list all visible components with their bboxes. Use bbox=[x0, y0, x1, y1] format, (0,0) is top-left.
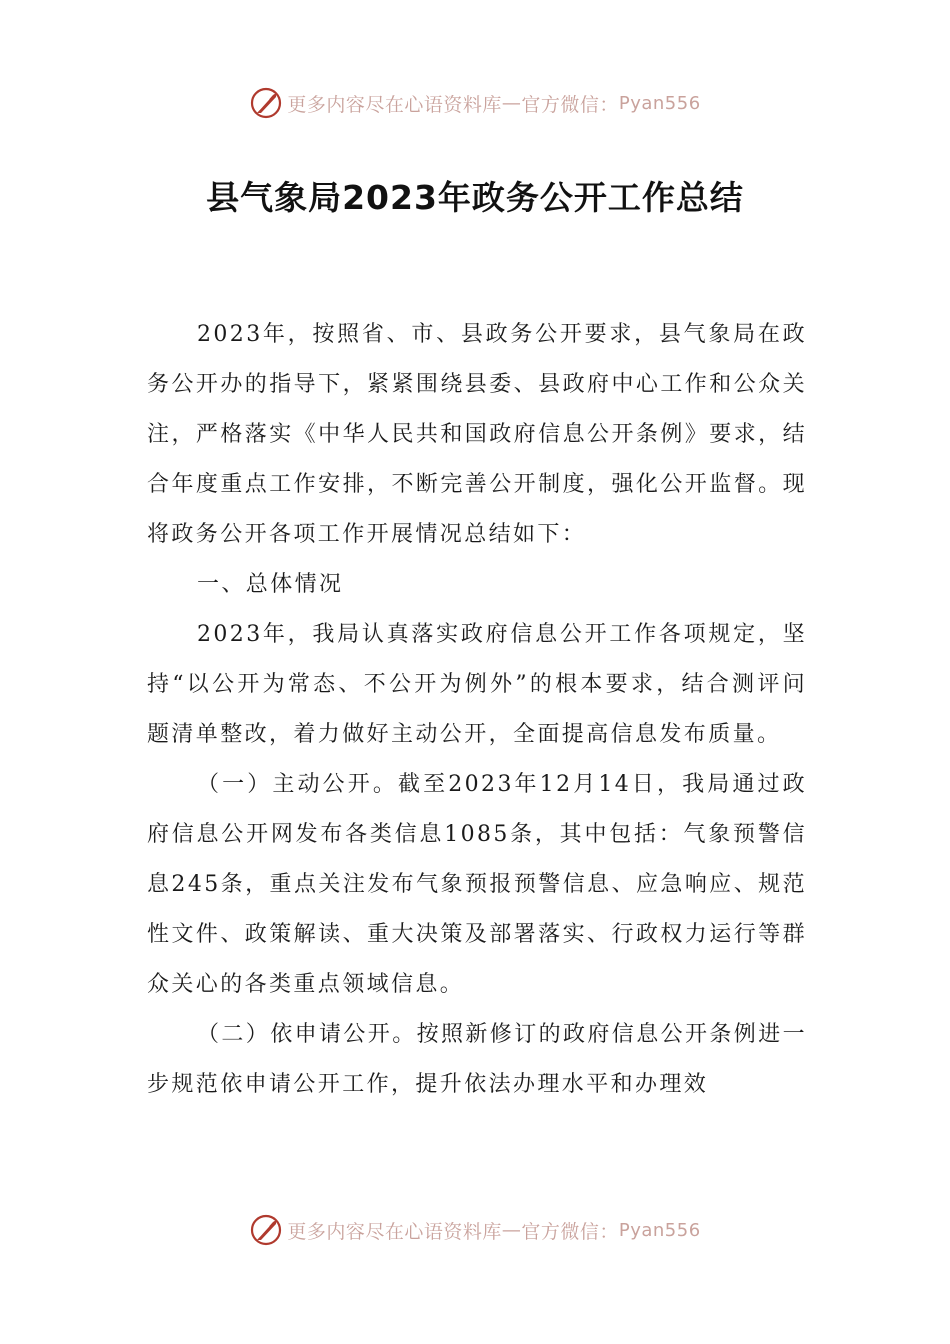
footer-watermark bbox=[0, 1210, 950, 1250]
watermark-label: 官方微信： bbox=[521, 1220, 619, 1243]
section-heading-overview: 一、总体情况 bbox=[197, 572, 344, 597]
watermark-text: 更多内容尽在心语资料库 bbox=[287, 93, 502, 116]
paragraph-intro: 2023年，按照省、市、县政务公开要求，县气象局在政务公开办的指导下，紧紧围绕县委、县政府中心工作和公众关注，严格落实《中华人民共和国政府信息公开条例》要求，结合年度重点工作安排，不断完善公开制度，强化公开监督。现将政务公开各项工作开展情况总结如下： bbox=[147, 322, 807, 547]
watermark-wechat-id: Pyan556 bbox=[618, 1219, 701, 1241]
document-title: 县气象局2023年政务公开工作总结 bbox=[206, 178, 744, 217]
paragraph-request-disclosure: （二）依申请公开。按照新修订的政府信息公开条例进一步规范依申请公开工作，提升依法办理水平和办理效 bbox=[147, 1022, 808, 1097]
paragraph-overview: 2023年，我局认真落实政府信息公开工作各项规定，坚持“以公开为常态、不公开为例外”的根本要求，结合测评问题清单整改，着力做好主动公开，全面提高信息发布质量。 bbox=[147, 622, 807, 747]
watermark-label: 官方微信： bbox=[521, 93, 619, 116]
watermark-dash: — bbox=[501, 1219, 522, 1241]
quill-pen-circle-icon bbox=[249, 86, 283, 120]
paragraph-active-disclosure: （一）主动公开。截至2023年12月14日，我局通过政府信息公开网发布各类信息1085条，其中包括：气象预警信息245条，重点关注发布气象预报预警信息、应急响应、规范性文件、政策解读、重大决策及部署落实、行政权力运行等群众关心的各类重点领域信息。 bbox=[147, 772, 807, 997]
watermark-wechat-id: Pyan556 bbox=[618, 92, 701, 114]
watermark-dash: — bbox=[501, 92, 522, 114]
document-body bbox=[147, 310, 807, 1110]
header-watermark bbox=[0, 83, 950, 123]
watermark-text: 更多内容尽在心语资料库 bbox=[287, 1220, 502, 1243]
quill-pen-circle-icon bbox=[249, 1213, 283, 1247]
